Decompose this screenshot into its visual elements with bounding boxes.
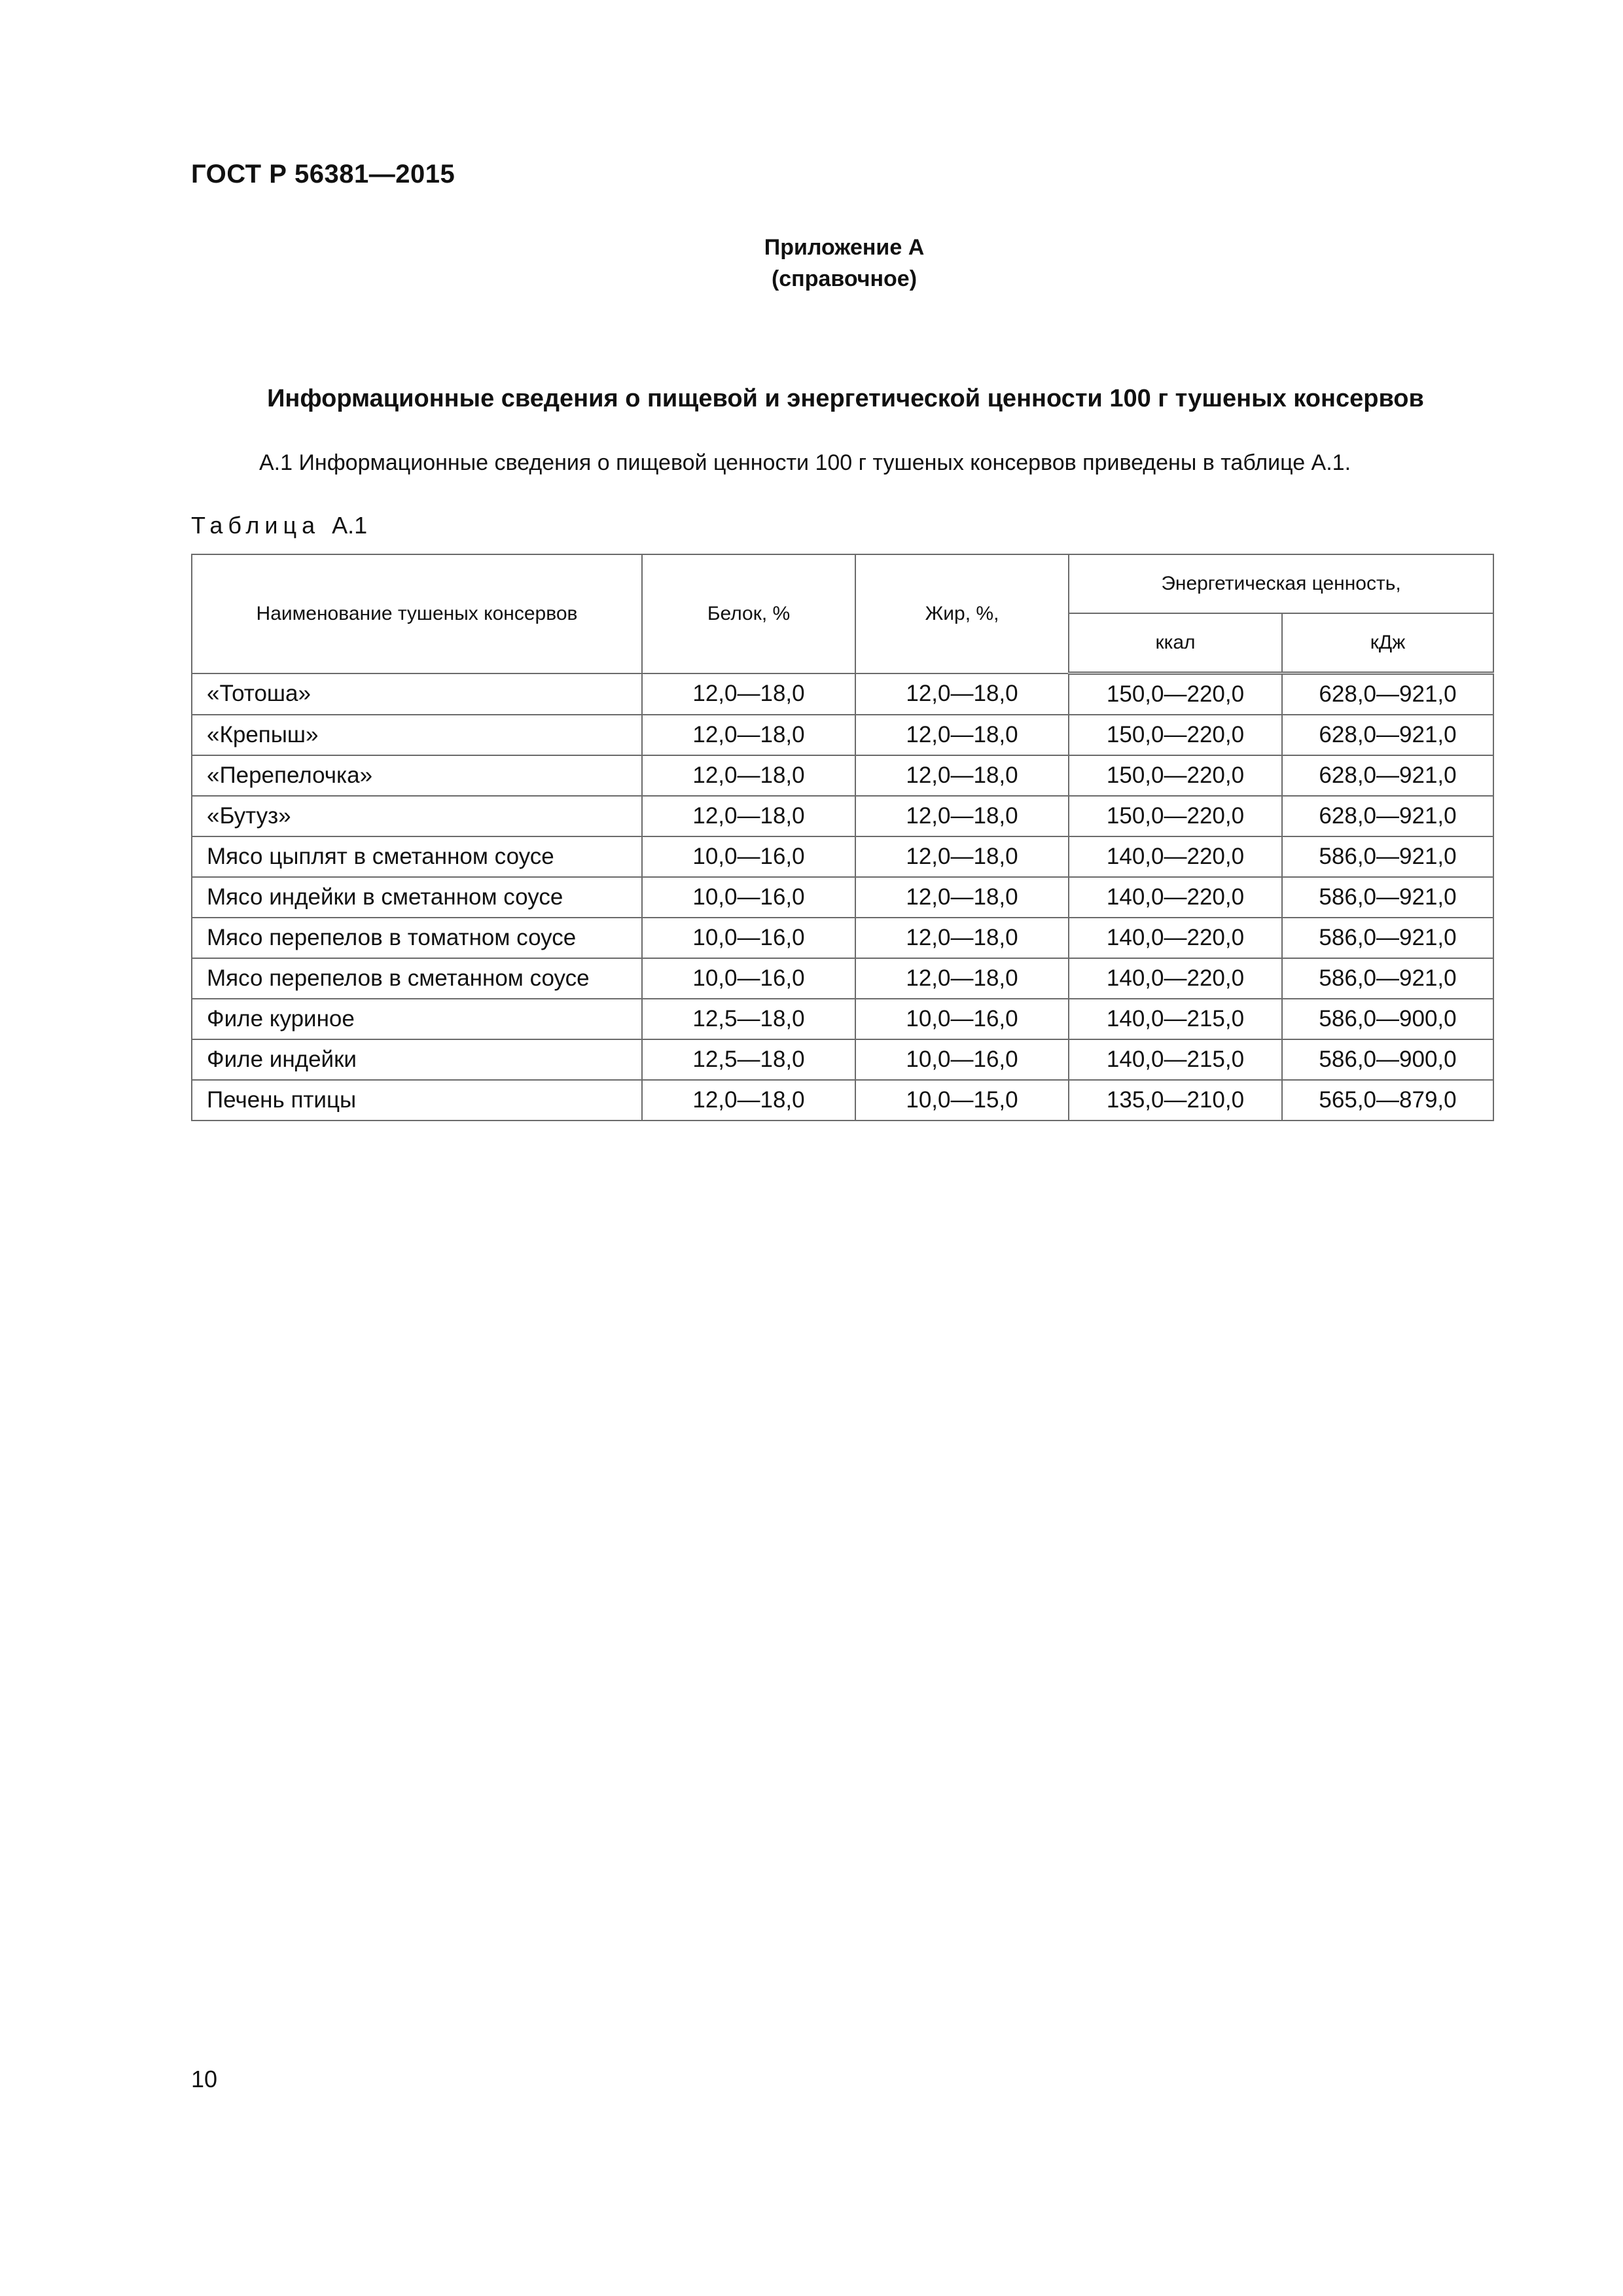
cell-kcal: 140,0—220,0 bbox=[1069, 958, 1282, 999]
table-caption-label: Таблица bbox=[191, 512, 321, 539]
cell-kcal: 140,0—220,0 bbox=[1069, 836, 1282, 877]
column-header-name: Наименование тушеных консервов bbox=[192, 554, 642, 673]
cell-name: Печень птицы bbox=[192, 1080, 642, 1121]
cell-fat: 12,0—18,0 bbox=[855, 755, 1069, 796]
cell-name: «Бутуз» bbox=[192, 796, 642, 836]
cell-fat: 12,0—18,0 bbox=[855, 673, 1069, 715]
cell-kj: 586,0—921,0 bbox=[1282, 877, 1493, 918]
appendix-title: Приложение А bbox=[764, 235, 925, 260]
cell-fat: 12,0—18,0 bbox=[855, 918, 1069, 958]
column-header-protein: Белок, % bbox=[642, 554, 855, 673]
cell-name: Мясо цыплят в сметанном соусе bbox=[192, 836, 642, 877]
table-row bbox=[192, 999, 1493, 1039]
cell-protein: 10,0—16,0 bbox=[642, 877, 855, 918]
cell-kj: 586,0—921,0 bbox=[1282, 918, 1493, 958]
table-caption bbox=[191, 512, 367, 539]
cell-kcal: 140,0—215,0 bbox=[1069, 999, 1282, 1039]
table-row bbox=[192, 673, 1493, 715]
cell-fat: 10,0—16,0 bbox=[855, 1039, 1069, 1080]
cell-name: «Тотоша» bbox=[192, 673, 642, 715]
table-row bbox=[192, 1080, 1493, 1121]
column-header-energy: Энергетическая ценность, bbox=[1069, 554, 1493, 613]
intro-paragraph: А.1 Информационные сведения о пищевой ценности 100 г тушеных консервов приведены в таблице А.1. bbox=[259, 450, 1351, 475]
cell-kcal: 140,0—215,0 bbox=[1069, 1039, 1282, 1080]
document-code: ГОСТ Р 56381—2015 bbox=[191, 160, 455, 188]
cell-kj: 565,0—879,0 bbox=[1282, 1080, 1493, 1121]
cell-fat: 12,0—18,0 bbox=[855, 836, 1069, 877]
table-caption-number: А.1 bbox=[332, 512, 368, 539]
cell-fat: 12,0—18,0 bbox=[855, 877, 1069, 918]
cell-kcal: 150,0—220,0 bbox=[1069, 673, 1282, 715]
page-number: 10 bbox=[191, 2066, 218, 2092]
cell-name: Мясо перепелов в томатном соусе bbox=[192, 918, 642, 958]
cell-kcal: 135,0—210,0 bbox=[1069, 1080, 1282, 1121]
appendix-header bbox=[0, 232, 1623, 295]
cell-name: Мясо индейки в сметанном соусе bbox=[192, 877, 642, 918]
table-row bbox=[192, 836, 1493, 877]
cell-fat: 10,0—15,0 bbox=[855, 1080, 1069, 1121]
column-header-kcal: ккал bbox=[1069, 613, 1282, 673]
table-header-row bbox=[192, 554, 1493, 613]
cell-protein: 12,0—18,0 bbox=[642, 673, 855, 715]
cell-protein: 12,0—18,0 bbox=[642, 1080, 855, 1121]
cell-kj: 586,0—921,0 bbox=[1282, 958, 1493, 999]
nutrition-table bbox=[191, 554, 1494, 1121]
cell-kj: 586,0—900,0 bbox=[1282, 999, 1493, 1039]
cell-fat: 12,0—18,0 bbox=[855, 796, 1069, 836]
cell-protein: 12,5—18,0 bbox=[642, 999, 855, 1039]
cell-kcal: 150,0—220,0 bbox=[1069, 715, 1282, 755]
cell-kj: 628,0—921,0 bbox=[1282, 796, 1493, 836]
appendix-note: (справочное) bbox=[771, 266, 918, 291]
cell-kcal: 150,0—220,0 bbox=[1069, 755, 1282, 796]
table-row bbox=[192, 877, 1493, 918]
cell-protein: 12,0—18,0 bbox=[642, 715, 855, 755]
cell-protein: 12,0—18,0 bbox=[642, 796, 855, 836]
cell-kj: 628,0—921,0 bbox=[1282, 673, 1493, 715]
cell-name: Филе индейки bbox=[192, 1039, 642, 1080]
cell-fat: 12,0—18,0 bbox=[855, 715, 1069, 755]
cell-kj: 628,0—921,0 bbox=[1282, 715, 1493, 755]
cell-protein: 12,5—18,0 bbox=[642, 1039, 855, 1080]
cell-protein: 10,0—16,0 bbox=[642, 918, 855, 958]
cell-kcal: 140,0—220,0 bbox=[1069, 877, 1282, 918]
cell-name: Мясо перепелов в сметанном соусе bbox=[192, 958, 642, 999]
cell-fat: 10,0—16,0 bbox=[855, 999, 1069, 1039]
cell-kj: 628,0—921,0 bbox=[1282, 755, 1493, 796]
table-row bbox=[192, 755, 1493, 796]
table-row bbox=[192, 715, 1493, 755]
cell-name: «Перепелочка» bbox=[192, 755, 642, 796]
cell-kj: 586,0—900,0 bbox=[1282, 1039, 1493, 1080]
table-row bbox=[192, 796, 1493, 836]
section-heading: Информационные сведения о пищевой и энергетической ценности 100 г тушеных консервов bbox=[267, 385, 1424, 412]
cell-fat: 12,0—18,0 bbox=[855, 958, 1069, 999]
cell-name: Филе куриное bbox=[192, 999, 642, 1039]
cell-protein: 10,0—16,0 bbox=[642, 836, 855, 877]
table-row bbox=[192, 1039, 1493, 1080]
cell-protein: 10,0—16,0 bbox=[642, 958, 855, 999]
cell-kcal: 140,0—220,0 bbox=[1069, 918, 1282, 958]
column-header-fat: Жир, %, bbox=[855, 554, 1069, 673]
cell-protein: 12,0—18,0 bbox=[642, 755, 855, 796]
cell-kcal: 150,0—220,0 bbox=[1069, 796, 1282, 836]
cell-name: «Крепыш» bbox=[192, 715, 642, 755]
table-row bbox=[192, 918, 1493, 958]
cell-kj: 586,0—921,0 bbox=[1282, 836, 1493, 877]
column-header-kj: кДж bbox=[1282, 613, 1493, 673]
table-row bbox=[192, 958, 1493, 999]
